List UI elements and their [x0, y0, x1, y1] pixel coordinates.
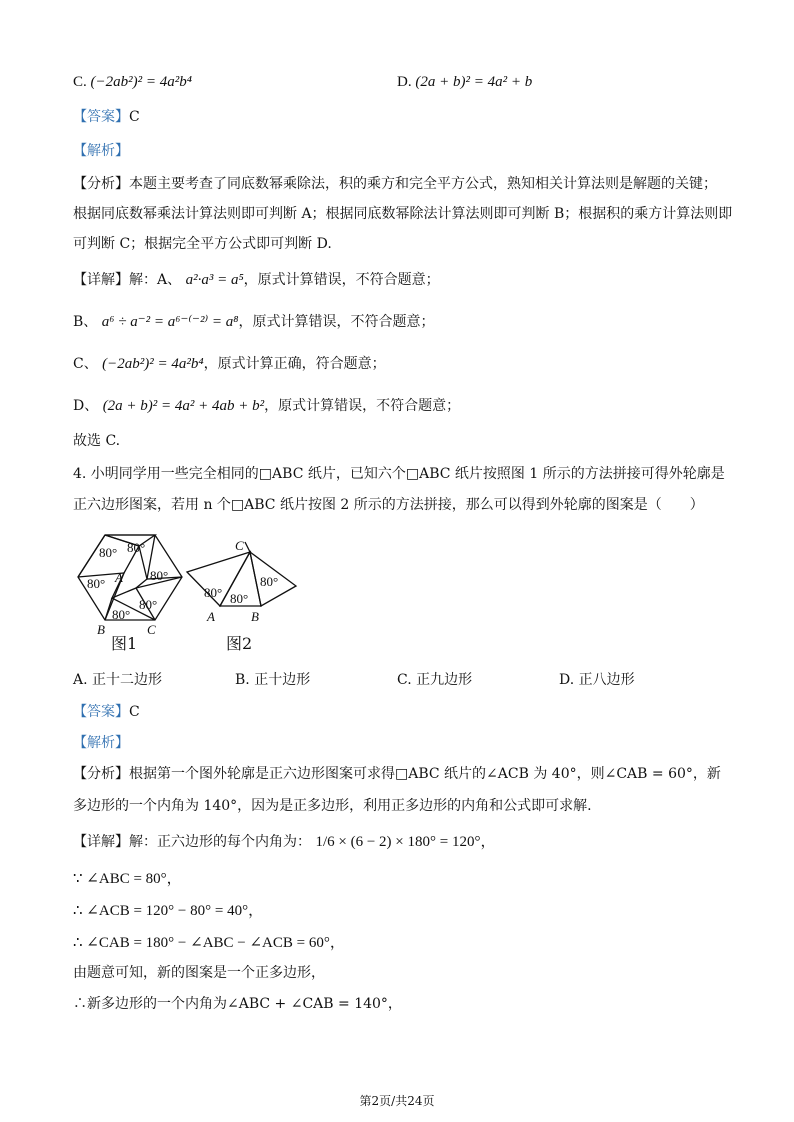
conclusion: 故选 C. — [73, 433, 121, 449]
figure-2-pieces — [183, 536, 303, 626]
angle-label: 80° — [260, 574, 279, 589]
vertex-label-b: B — [97, 622, 105, 637]
fenxi-text: 本题主要考查了同底数幂乘除法，积的乘方和完全平方公式，熟知相关计算法则是解题的关键； — [129, 176, 717, 192]
fenxi-tag: 【分析】 — [73, 766, 129, 782]
detail-math: a⁶ ÷ a⁻² = a⁶⁻⁽⁻²⁾ = a⁸ — [101, 314, 239, 330]
xiangjie-tag: 【详解】 — [73, 272, 129, 288]
vertex-label-b: B — [251, 609, 259, 624]
option-c-prev — [73, 72, 192, 92]
angle-label: 80° — [112, 607, 131, 622]
vertex-label-a: A — [115, 570, 123, 585]
detail-line-a — [73, 270, 440, 290]
angle-label: 80° — [99, 545, 118, 560]
vertex-label-c: C — [235, 538, 244, 553]
option-c — [397, 670, 472, 690]
option-text: 正十二边形 — [92, 672, 163, 688]
figure-2-caption: 图2 — [226, 634, 253, 653]
detail-line-1 — [73, 832, 495, 852]
answer-tag: 【答案】 — [73, 704, 129, 720]
option-formula: (−2ab²)² = 4a²b⁴ — [90, 74, 192, 90]
detail-math: (2a + b)² = 4a² + 4ab + b² — [102, 398, 265, 414]
answer-line — [73, 702, 140, 722]
option-text: 正十边形 — [254, 672, 311, 688]
detail-line-3: ∴ ∠ACB = 120° − 80° = 40°， — [73, 903, 264, 919]
detail-prefix: D、 — [73, 398, 99, 414]
option-letter: B. — [235, 672, 250, 688]
detail-line-2: ∵ ∠ABC = 80°， — [73, 871, 182, 887]
detail-line-5: 由题意可知，新的图案是一个正多边形， — [73, 965, 325, 981]
option-d-prev — [397, 72, 532, 92]
detail-prefix: C、 — [73, 356, 98, 372]
option-letter: D. — [559, 672, 575, 688]
fenxi-line-2: 根据同底数幂乘法计算法则即可判断 A；根据同底数幂除法计算法则即可判断 B；根据积的乘方计算法则即 — [73, 206, 733, 222]
vertex-label-c: C — [147, 622, 156, 637]
answer-value: C — [129, 704, 140, 720]
answer-tag: 【答案】 — [73, 109, 129, 125]
detail-text: ，原式计算错误，不符合题意； — [243, 272, 440, 288]
figure-1-caption: 图1 — [111, 634, 138, 653]
detail-text: ，原式计算错误，不符合题意； — [238, 314, 435, 330]
angle-label: 80° — [139, 597, 158, 612]
angle-label: 80° — [87, 576, 106, 591]
answer-value: C — [129, 109, 140, 125]
vertex-tick — [245, 542, 250, 552]
detail-math: (−2ab²)² = 4a²b⁴ — [102, 356, 204, 372]
q4-stem-line-2: 正六边形图案，若用 n 个□ABC 纸片按图 2 所示的方法拼接，那么可以得到外轮廓的图案是（ ） — [73, 497, 704, 513]
detail-text: ，原式计算错误，不符合题意； — [264, 398, 461, 414]
fenxi-line-1 — [73, 174, 717, 194]
fenxi-line-1 — [73, 764, 721, 784]
answer-line — [73, 107, 140, 127]
option-text: 正九边形 — [416, 672, 473, 688]
angle-label: 80° — [204, 585, 223, 600]
angle-label: 80° — [127, 540, 146, 555]
detail-line-6: ∴新多边形的一个内角为∠ABC + ∠CAB = 140°， — [73, 996, 402, 1012]
vertex-label-a: A — [207, 609, 215, 624]
q4-stem-line-1: 4. 小明同学用一些完全相同的□ABC 纸片，已知六个□ABC 纸片按照图 1 所示的方法拼接可得外轮廓是 — [73, 466, 725, 482]
detail-prefix: 解：A、 — [129, 272, 182, 288]
option-letter: C. — [73, 74, 87, 90]
option-d — [559, 670, 635, 690]
option-letter: D. — [397, 74, 412, 90]
detail-math: a²·a³ = a⁵ — [185, 272, 244, 288]
detail-line-b — [73, 312, 435, 332]
option-formula: (2a + b)² = 4a² + b — [415, 74, 533, 90]
detail-text: 解：正六边形的每个内角为： — [129, 834, 311, 850]
fenxi-tag: 【分析】 — [73, 176, 129, 192]
detail-prefix: B、 — [73, 314, 98, 330]
option-text: 正八边形 — [578, 672, 635, 688]
option-b — [235, 670, 310, 690]
analysis-tag: 【解析】 — [73, 735, 129, 751]
xiangjie-tag: 【详解】 — [73, 834, 129, 850]
angle-label: 80° — [150, 568, 169, 583]
detail-line-c — [73, 354, 386, 374]
detail-text: ，原式计算正确，符合题意； — [203, 356, 386, 372]
detail-line-d — [73, 396, 460, 416]
detail-line-4: ∴ ∠CAB = 180° − ∠ABC − ∠ACB = 60°， — [73, 935, 345, 951]
page-number: 第2页/共24页 — [359, 1094, 435, 1108]
option-letter: C. — [397, 672, 412, 688]
detail-math: 1/6 × (6 − 2) × 180° = 120°， — [315, 834, 496, 850]
fenxi-line-3: 可判断 C；根据完全平方公式即可判断 D. — [73, 236, 332, 252]
fenxi-text: 根据第一个图外轮廓是正六边形图案可求得□ABC 纸片的∠ACB 为 40°，则∠CAB = 60°，新 — [129, 766, 721, 782]
angle-label: 80° — [230, 591, 249, 606]
analysis-tag: 【解析】 — [73, 143, 129, 159]
fenxi-line-2: 多边形的一个内角为 140°，因为是正多边形，利用正多边形的内角和公式即可求解. — [73, 798, 592, 814]
option-a — [73, 670, 162, 690]
option-letter: A. — [73, 672, 88, 688]
